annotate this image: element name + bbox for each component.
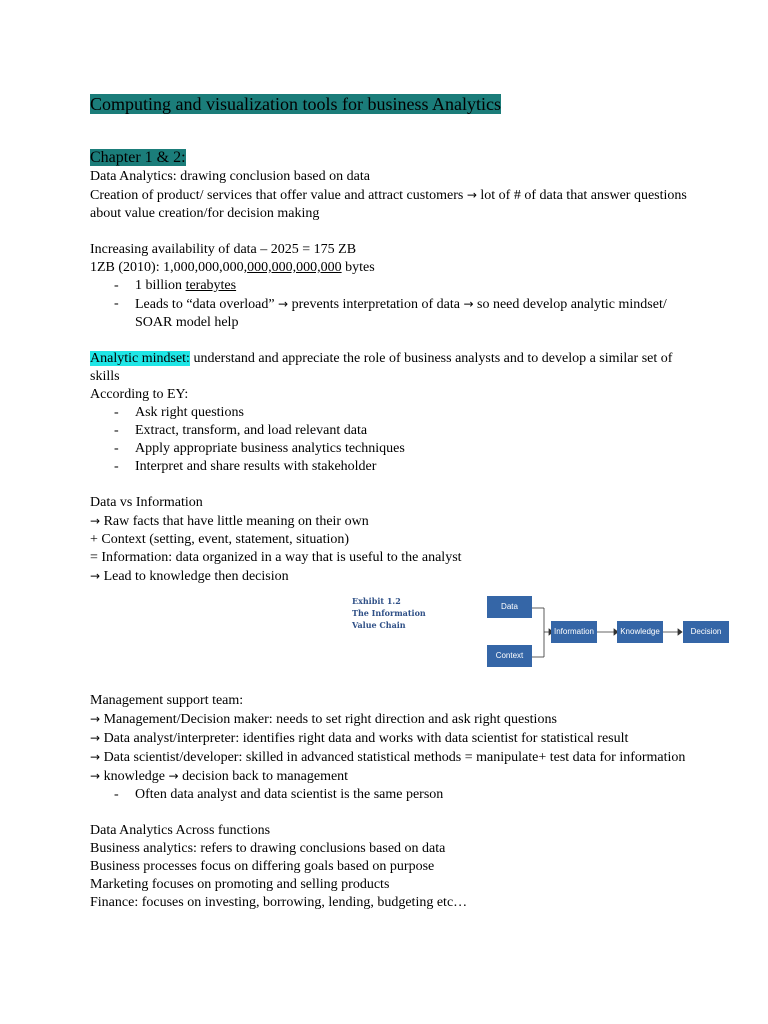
mgmt-text-3b: knowledge (103, 769, 165, 784)
mgmt-text-1: Management/Decision maker: needs to set right direction and ask right questions (103, 712, 557, 727)
dvi-text-4: Lead to knowledge then decision (103, 569, 289, 584)
exhibit-label-line: Exhibit 1.2 (352, 596, 401, 606)
data-vs-info-line-4 (90, 567, 690, 586)
node-information: Information (551, 621, 597, 643)
document-title (90, 92, 690, 116)
ey-list (90, 404, 690, 476)
data-vs-info-heading: Data vs Information (90, 495, 203, 510)
bullet1-underlined: terabytes (185, 278, 237, 293)
mgmt-text-2: Data analyst/interpreter: identifies right data and works with data scientist for statistical result (103, 731, 629, 746)
data-vs-info-line-1 (90, 512, 690, 531)
functions-line-4: Finance: focuses on investing, borrowing, lending, budgeting etc… (90, 895, 468, 910)
arrow-icon: → (90, 712, 101, 726)
intro-line-2-b: lot of # of data that answer questions about value creation/for decision making (90, 188, 687, 221)
mgmt-text-3a: Data scientist/developer: skilled in advanced statistical methods = manipulate+ test data for information (103, 750, 686, 765)
functions-line-1: Business analytics: refers to drawing conclusions based on data (90, 841, 446, 856)
data-growth-line-2 (90, 259, 690, 277)
management-line-2 (90, 729, 690, 748)
data-growth-list (90, 277, 690, 332)
data-vs-info-line-2: + Context (setting, event, statement, situation) (90, 532, 350, 547)
intro-line-1: Data Analytics: drawing conclusion based on data (90, 169, 370, 184)
functions-heading: Data Analytics Across functions (90, 823, 271, 838)
bullet2-b: prevents interpretation of data (291, 297, 460, 312)
list-item (110, 295, 690, 332)
intro-line-2 (90, 186, 690, 223)
according-to-ey: According to EY: (90, 387, 189, 402)
management-list (90, 786, 690, 804)
list-item: - Extract, transform, and load relevant data (110, 422, 690, 440)
arrow-icon: → (90, 769, 101, 783)
analytic-mindset-text: understand and appreciate the role of business analysts and to develop a similar set of skills (90, 351, 673, 384)
management-line-3 (90, 748, 690, 786)
list-item: - Ask right questions (110, 404, 690, 422)
node-decision: Decision (683, 621, 729, 643)
node-context: Context (487, 645, 532, 667)
information-value-chain-figure (352, 595, 742, 675)
data-vs-info-line-3: = Information: data organized in a way that is useful to the analyst (90, 550, 462, 565)
analytic-mindset-label: Analytic mindset: (90, 351, 190, 366)
title-text: Computing and visualization tools for business Analytics (90, 94, 501, 114)
zb-underlined: 000,000,000,000 (247, 260, 342, 275)
data-growth-line-1: Increasing availability of data – 2025 = 175 ZB (90, 242, 357, 257)
arrow-icon: → (168, 769, 179, 783)
management-line-1 (90, 710, 690, 729)
exhibit-label-line: Value Chain (352, 620, 406, 630)
list-item: - Often data analyst and data scientist is the same person (110, 786, 690, 804)
bullet2-c: so need develop analytic mindset/ SOAR model help (135, 297, 667, 330)
list-item (110, 277, 690, 295)
arrow-icon: → (90, 731, 101, 745)
zb-suffix: bytes (341, 260, 375, 275)
arrow-icon: → (90, 514, 101, 528)
chapter-heading (90, 148, 690, 168)
analytic-mindset-paragraph (90, 350, 690, 386)
arrow-icon: → (90, 569, 101, 583)
node-data: Data (487, 596, 532, 618)
bullet2-a: Leads to “data overload” (135, 297, 275, 312)
mgmt-text-3c: decision back to management (182, 769, 349, 784)
functions-line-3: Marketing focuses on promoting and selling products (90, 877, 390, 892)
arrow-icon: → (466, 188, 477, 202)
bullet1-prefix: 1 billion (135, 278, 186, 293)
list-item: - Interpret and share results with stakeholder (110, 458, 690, 476)
dvi-text-1: Raw facts that have little meaning on their own (103, 514, 369, 529)
intro-line-2-a: Creation of product/ services that offer value and attract customers (90, 188, 464, 203)
arrow-icon: → (278, 297, 289, 311)
functions-line-2: Business processes focus on differing goals based on purpose (90, 859, 435, 874)
zb-prefix: 1ZB (2010): 1,000,000,000, (90, 260, 248, 275)
list-item: - Apply appropriate business analytics techniques (110, 440, 690, 458)
document-body (90, 92, 690, 912)
management-heading: Management support team: (90, 693, 244, 708)
arrow-icon: → (463, 297, 474, 311)
chapter-text: Chapter 1 & 2: (90, 149, 186, 166)
node-knowledge: Knowledge (617, 621, 663, 643)
exhibit-label-line: The Information (352, 608, 426, 618)
arrow-icon: → (90, 750, 101, 764)
